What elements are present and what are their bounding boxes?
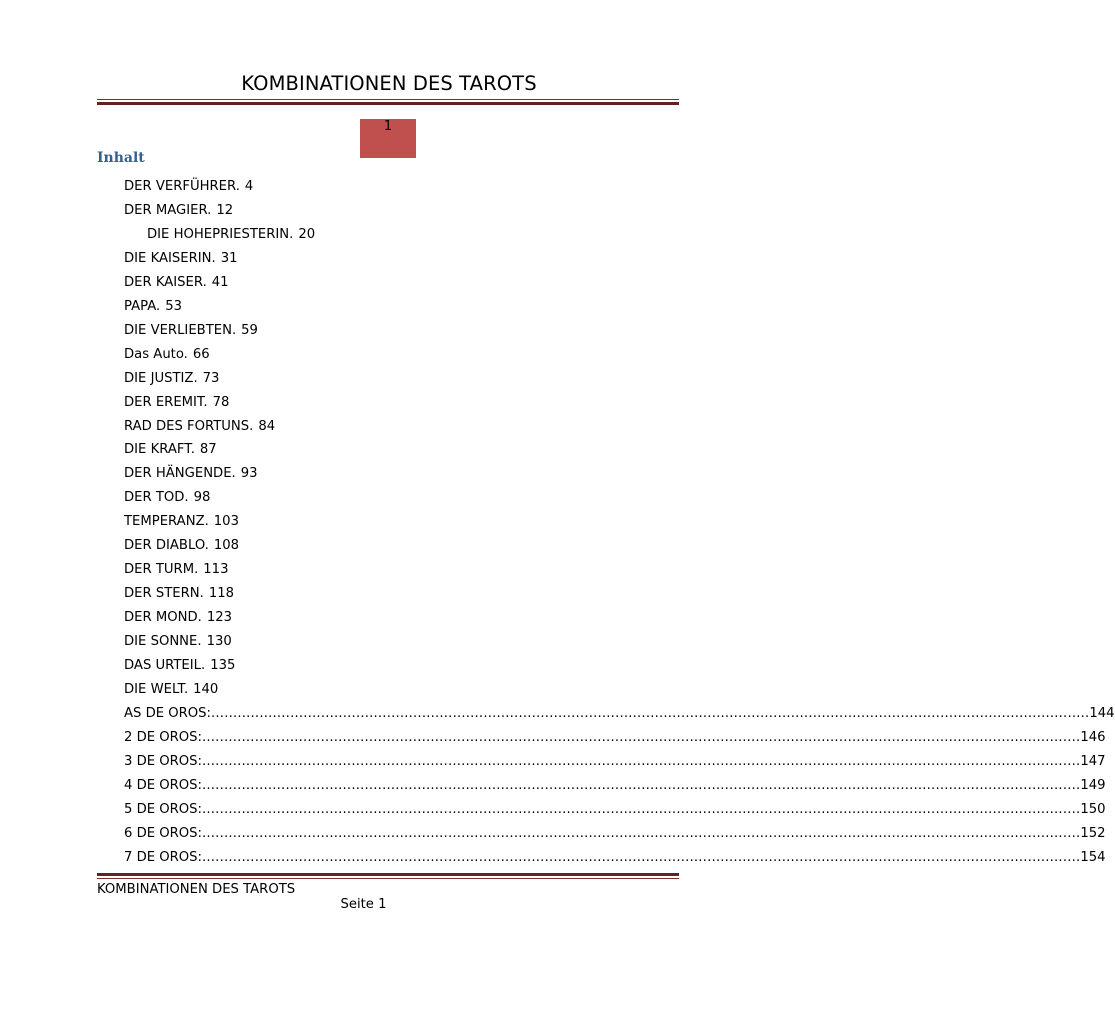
toc-entry-page-number: 149 bbox=[1080, 777, 1106, 793]
toc-entry[interactable] bbox=[124, 345, 210, 365]
toc-entry-page-number: 103 bbox=[213, 514, 239, 530]
toc-entry-title: DER DIABLO. bbox=[124, 538, 209, 554]
toc-entry-title: 5 DE OROS: bbox=[124, 801, 202, 817]
toc-entry-page-number: 73 bbox=[202, 370, 220, 386]
toc-entry-title: 2 DE OROS: bbox=[124, 729, 202, 745]
toc-entry-title: DIE VERLIEBTEN. bbox=[124, 322, 237, 338]
toc-entry-page-number: 152 bbox=[1080, 825, 1106, 841]
toc-entry-page-number: 130 bbox=[206, 634, 232, 649]
toc-entry-title: 7 DE OROS: bbox=[124, 849, 202, 865]
toc-dot-leader: ........................................................................................................................................................................................................ bbox=[202, 849, 1081, 865]
toc-entry-title: 4 DE OROS: bbox=[124, 777, 202, 793]
toc-entry[interactable] bbox=[124, 440, 217, 460]
toc-entry-title: DER STERN. bbox=[124, 586, 204, 602]
toc-entry-title: TEMPERANZ. bbox=[124, 514, 209, 530]
page-number-badge: 1 bbox=[360, 119, 416, 158]
toc-entry[interactable] bbox=[124, 632, 232, 652]
toc-entry-title: DIE WELT. bbox=[124, 682, 189, 697]
toc-entry-page-number: 118 bbox=[208, 586, 234, 602]
toc-entry[interactable] bbox=[124, 584, 234, 604]
toc-entry-title: DAS URTEIL. bbox=[124, 658, 206, 673]
header-divider bbox=[97, 99, 679, 105]
toc-entry[interactable] bbox=[124, 824, 1106, 844]
toc-entry-title: DER VERFÜHRER. bbox=[124, 179, 240, 194]
footer-divider-thin-line bbox=[97, 878, 679, 879]
toc-dot-leader: ........................................................................................................................................................................................................ bbox=[202, 801, 1081, 817]
toc-entry-page-number: 98 bbox=[193, 490, 211, 506]
toc-entry-title: RAD DES FORTUNS. bbox=[124, 418, 254, 434]
toc-entry-title: DIE KRAFT. bbox=[124, 442, 195, 458]
toc-entry[interactable] bbox=[124, 201, 233, 221]
toc-entry-page-number: 140 bbox=[193, 682, 219, 697]
toc-entry-title: PAPA. bbox=[124, 298, 161, 314]
toc-entry-page-number: 108 bbox=[213, 538, 240, 554]
toc-entry[interactable] bbox=[124, 680, 218, 700]
toc-entry[interactable] bbox=[124, 321, 258, 341]
toc-entry-title: DER HÄNGENDE. bbox=[124, 466, 236, 482]
toc-entry[interactable] bbox=[124, 560, 228, 580]
toc-entry[interactable] bbox=[124, 704, 1115, 724]
toc-entry[interactable] bbox=[124, 369, 219, 389]
toc-entry-title: DER TURM. bbox=[124, 562, 199, 578]
toc-heading: Inhalt bbox=[97, 150, 145, 166]
footer-divider bbox=[97, 873, 679, 879]
toc-entry-page-number: 84 bbox=[258, 418, 276, 434]
toc-entry-title: 6 DE OROS: bbox=[124, 825, 202, 841]
toc-entry-title: DIE KAISERIN. bbox=[124, 250, 216, 266]
toc-dot-leader: ........................................................................................................................................................................................................ bbox=[202, 825, 1081, 841]
toc-entry-page-number: 31 bbox=[220, 250, 238, 266]
toc-entry[interactable] bbox=[124, 800, 1106, 820]
footer-title: KOMBINATIONEN DES TAROTS bbox=[97, 882, 296, 897]
toc-entry-page-number: 144 bbox=[1089, 705, 1115, 721]
toc-entry-page-number: 66 bbox=[192, 346, 210, 362]
toc-entry[interactable] bbox=[124, 417, 275, 437]
toc-dot-leader: ........................................................................................................................................................................................................ bbox=[202, 777, 1081, 793]
toc-entry-page-number: 146 bbox=[1080, 729, 1106, 745]
toc-entry[interactable] bbox=[124, 536, 239, 556]
toc-entry[interactable] bbox=[124, 488, 210, 508]
toc-entry-page-number: 12 bbox=[216, 202, 234, 218]
footer-page-number: Seite 1 bbox=[340, 897, 387, 912]
toc-entry-page-number: 87 bbox=[199, 442, 217, 458]
document-header-title: KOMBINATIONEN DES TAROTS bbox=[241, 72, 537, 95]
toc-entry-title: DER KAISER. bbox=[124, 274, 207, 290]
toc-entry[interactable] bbox=[147, 225, 315, 245]
toc-entry-page-number: 20 bbox=[298, 226, 316, 242]
toc-dot-leader: ........................................................................................................................................................................................................ bbox=[202, 753, 1081, 769]
toc-entry[interactable] bbox=[124, 728, 1106, 748]
toc-entry-title: DIE JUSTIZ. bbox=[124, 370, 198, 386]
toc-entry-page-number: 59 bbox=[241, 322, 258, 338]
toc-entry-page-number: 150 bbox=[1080, 801, 1106, 817]
toc-entry-title: Das Auto. bbox=[124, 346, 188, 362]
toc-entry-title: 3 DE OROS: bbox=[124, 753, 202, 769]
toc-entry-title: DER MAGIER. bbox=[124, 202, 212, 218]
toc-dot-leader: ........................................................................................................................................................................................................ bbox=[202, 729, 1081, 745]
toc-entry-title: DER MOND. bbox=[124, 610, 202, 626]
toc-entry[interactable] bbox=[124, 297, 182, 317]
toc-entry-title: DIE HOHEPRIESTERIN. bbox=[147, 226, 294, 242]
toc-entry[interactable] bbox=[124, 273, 229, 293]
toc-entry-page-number: 147 bbox=[1080, 753, 1106, 769]
toc-entry-page-number: 154 bbox=[1080, 849, 1106, 865]
toc-entry[interactable] bbox=[124, 249, 238, 269]
toc-entry[interactable] bbox=[124, 848, 1106, 868]
toc-entry-page-number: 123 bbox=[206, 610, 232, 626]
toc-entry[interactable] bbox=[124, 776, 1106, 796]
toc-entry[interactable] bbox=[124, 656, 235, 676]
toc-entry-page-number: 78 bbox=[212, 394, 230, 410]
toc-entry-page-number: 4 bbox=[244, 179, 254, 194]
toc-entry-page-number: 41 bbox=[211, 274, 229, 290]
toc-entry[interactable] bbox=[124, 752, 1106, 772]
toc-entry-title: DER TOD. bbox=[124, 490, 189, 506]
toc-entry-page-number: 113 bbox=[203, 562, 229, 578]
toc-entry-title: DIE SONNE. bbox=[124, 634, 202, 649]
toc-entry[interactable] bbox=[124, 177, 253, 197]
header-divider-thick-line bbox=[97, 102, 679, 105]
toc-entry-title: AS DE OROS: bbox=[124, 705, 212, 721]
toc-entry-title: DER EREMIT. bbox=[124, 394, 208, 410]
toc-entry[interactable] bbox=[124, 512, 239, 532]
toc-entry[interactable] bbox=[124, 464, 258, 484]
toc-entry-page-number: 53 bbox=[165, 298, 182, 314]
toc-entry-page-number: 135 bbox=[210, 658, 236, 673]
toc-dot-leader: ........................................................................................................................................................................................................ bbox=[211, 705, 1090, 721]
toc-entry-page-number: 93 bbox=[240, 466, 258, 482]
toc-entry[interactable] bbox=[124, 608, 232, 628]
toc-entry[interactable] bbox=[124, 393, 229, 413]
